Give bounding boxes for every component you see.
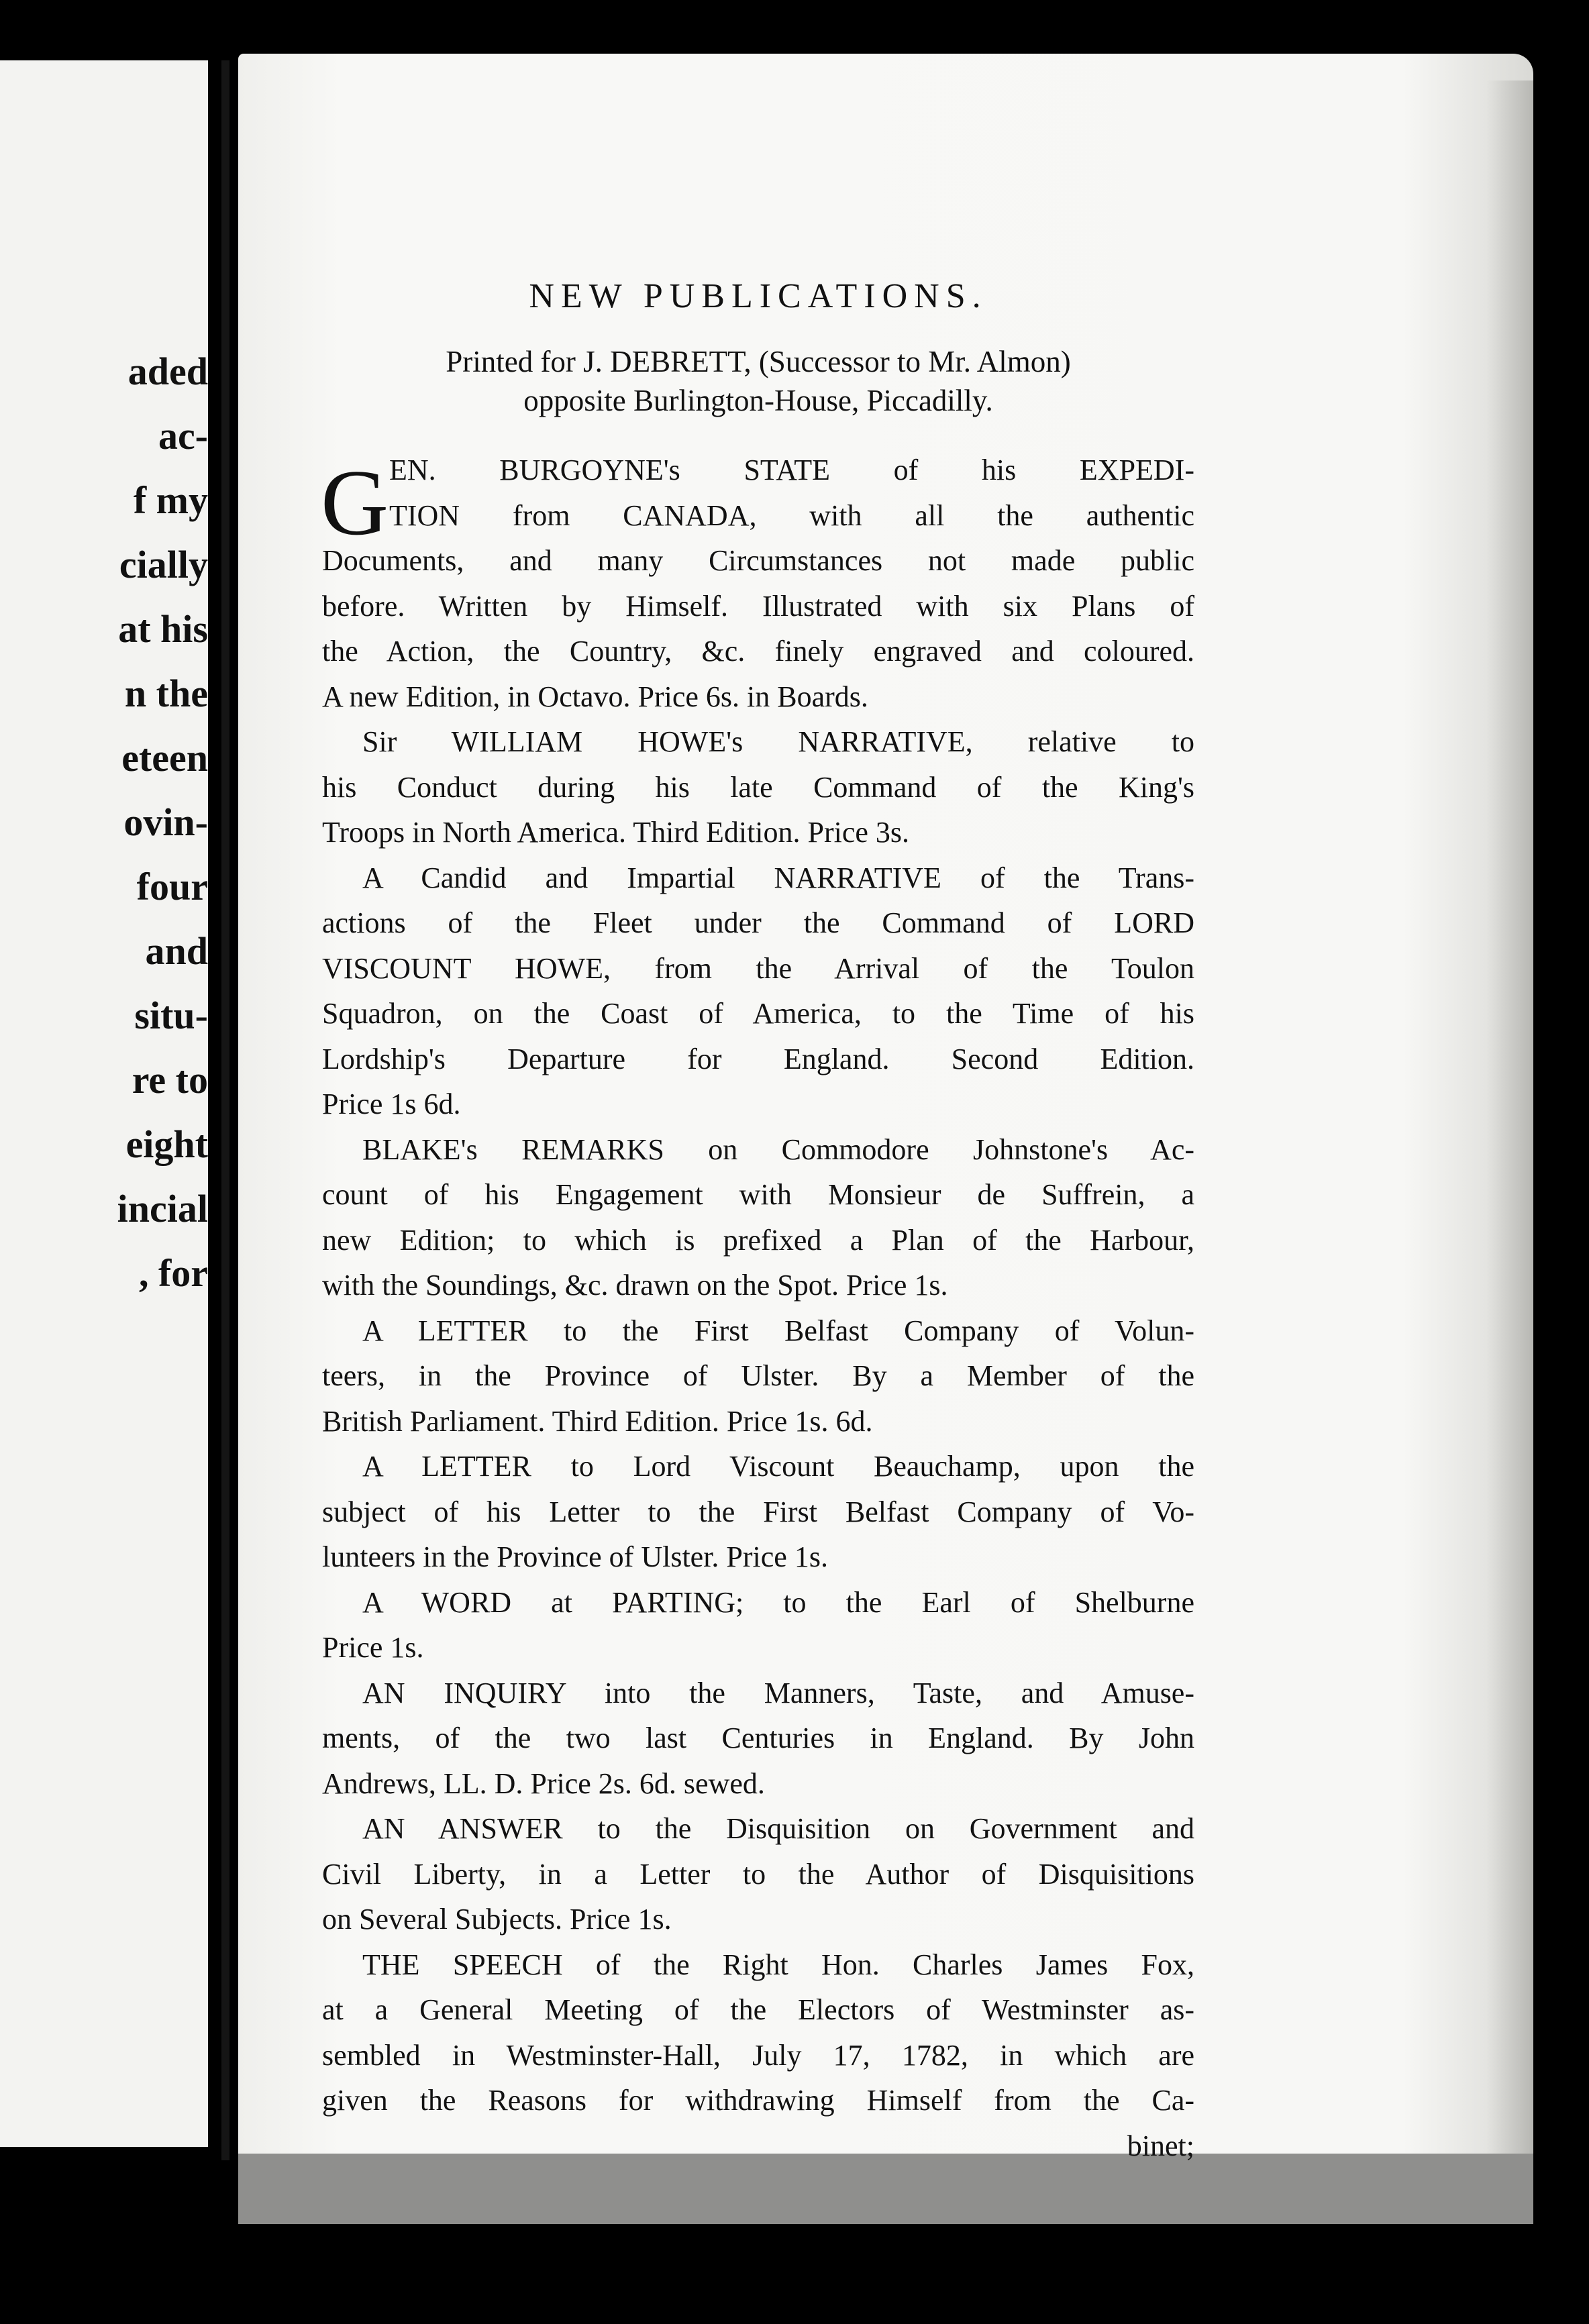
text-line: at a General Meeting of the Electors of Westminster as-	[322, 1993, 1194, 2026]
text-line: THE SPEECH of the Right Hon. Charles James Fox,	[362, 1948, 1194, 1981]
facing-page-line: ovin-	[123, 800, 208, 844]
imprint-line-2: opposite Burlington-House, Piccadilly.	[523, 384, 993, 417]
drop-cap: G	[321, 451, 389, 555]
text-line: VISCOUNT HOWE, from the Arrival of the Toulon	[322, 951, 1194, 985]
text-line: BLAKE's REMARKS on Commodore Johnstone's Ac-	[362, 1132, 1194, 1166]
facing-page-line: situ-	[134, 994, 208, 1037]
facing-page-line: ac-	[158, 414, 208, 458]
text-line: Andrews, LL. D. Price 2s. 6d. sewed.	[322, 1766, 765, 1800]
facing-page-line: , for	[138, 1251, 208, 1295]
facing-page-line: four	[136, 865, 208, 908]
text-line: binet;	[1127, 2129, 1194, 2162]
text-line: on Several Subjects. Price 1s.	[322, 1903, 672, 1936]
text-line: with the Soundings, &c. drawn on the Spot. Price 1s.	[322, 1269, 948, 1302]
text-line: actions of the Fleet under the Command of LORD	[322, 906, 1194, 939]
text-line: sembled in Westminster-Hall, July 17, 1782, in which are	[322, 2038, 1194, 2072]
facing-page-line: n the	[124, 672, 208, 715]
text-line: his Conduct during his late Command of the King's	[322, 770, 1194, 804]
facing-page-line: f my	[133, 478, 208, 522]
facing-page-line: cially	[119, 543, 208, 586]
text-line: Price 1s 6d.	[322, 1088, 461, 1120]
text-line: Troops in North America. Third Edition. Price 3s.	[322, 816, 910, 849]
text-line: AN ANSWER to the Disquisition on Government and	[362, 1812, 1194, 1845]
text-line: AN INQUIRY into the Manners, Taste, and Amuse-	[362, 1676, 1194, 1709]
text-line: before. Written by Himself. Illustrated with six Plans of	[322, 589, 1194, 623]
text-line: given the Reasons for withdrawing Himself from the Ca-	[322, 2084, 1194, 2117]
text-line: A LETTER to the First Belfast Company of Volun-	[362, 1314, 1194, 1347]
text-line: Lordship's Departure for England. Second Edition.	[322, 1042, 1194, 1075]
facing-page-line: aded	[127, 350, 208, 393]
imprint-line-1: Printed for J. DEBRETT, (Successor to Mr. Almon)	[446, 345, 1071, 378]
text-line: ments, of the two last Centuries in England. By John	[322, 1722, 1194, 1754]
text-line: Squadron, on the Coast of America, to the Time of his	[322, 997, 1194, 1030]
facing-page-line: re to	[132, 1058, 208, 1102]
text-line: A new Edition, in Octavo. Price 6s. in Boards.	[322, 680, 868, 713]
text-line: EN. BURGOYNE's STATE of his EXPEDI-	[389, 454, 1194, 486]
facing-page-line: and	[145, 929, 208, 973]
text-line: subject of his Letter to the First Belfast Company of Vo-	[322, 1495, 1194, 1528]
text-line: British Parliament. Third Edition. Price 1s. 6d.	[322, 1404, 873, 1438]
text-line: the Action, the Country, &c. finely engraved and coloured.	[322, 635, 1194, 668]
text-line: teers, in the Province of Ulster. By a Member of the	[322, 1359, 1194, 1392]
facing-page-line: incial	[117, 1187, 208, 1230]
text-line: A Candid and Impartial NARRATIVE of the Trans-	[362, 861, 1194, 894]
facing-page-line: at his	[118, 607, 208, 651]
text-line: A WORD at PARTING; to the Earl of Shelburne	[362, 1585, 1194, 1619]
page-bottom-edge	[238, 2154, 1533, 2224]
text-line: lunteers in the Province of Ulster. Price 1s.	[322, 1540, 828, 1573]
gutter-rule	[221, 60, 229, 2160]
text-line: Sir WILLIAM HOWE's NARRATIVE, relative to	[362, 725, 1194, 758]
imprint	[322, 342, 1194, 420]
facing-page-line: eight	[125, 1122, 208, 1166]
text-line: count of his Engagement with Monsieur de Suffrein, a	[322, 1178, 1194, 1211]
page-heading: NEW PUBLICATIONS.	[529, 277, 988, 315]
page-edge-shadow	[1486, 81, 1533, 2154]
text-line: TION from CANADA, with all the authentic	[389, 498, 1194, 532]
text-line: new Edition; to which is prefixed a Plan of the Harbour,	[322, 1223, 1194, 1257]
facing-page-line: eteen	[121, 736, 208, 780]
text-line: Civil Liberty, in a Letter to the Author of Disquisitions	[322, 1857, 1194, 1891]
text-line: A LETTER to Lord Viscount Beauchamp, upon the	[362, 1450, 1194, 1483]
text-line: Documents, and many Circumstances not made public	[322, 544, 1194, 577]
text-line: Price 1s.	[322, 1631, 424, 1664]
